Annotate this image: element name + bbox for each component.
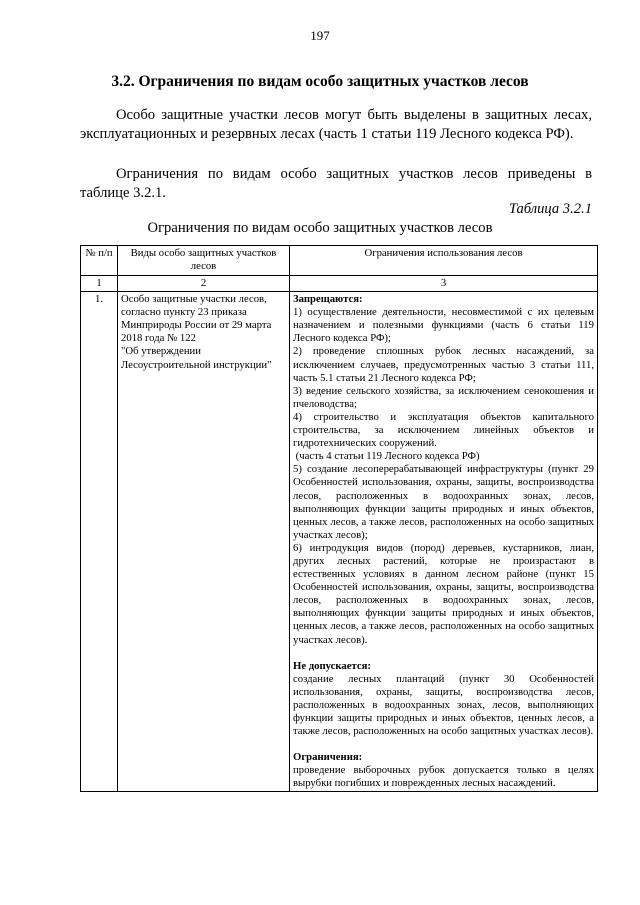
prohibited-item: 2) проведение сплошных рубок лесных насаждений, за исключением случаев, предусмотренных частью 3 статьи 111, часть 5.1 статьи 21 Лесного кодекса РФ; xyxy=(293,345,594,384)
row-type-order-title: "Об утверждении Лесоустроительной инструкции" xyxy=(121,345,272,371)
column-number-2: 2 xyxy=(118,276,290,292)
not-allowed-title: Не допускается: xyxy=(293,659,371,672)
prohibited-item: 1) осуществление деятельности, несовместимой с их целевым назначением и полезными функциями (часть 6 статьи 119 Лесного кодекса РФ); xyxy=(293,306,594,345)
column-number-1: 1 xyxy=(81,276,118,292)
restrictions-title: Ограничения: xyxy=(293,751,363,764)
intro-paragraph: Особо защитные участки лесов могут быть выделены в защитных лесах, эксплуатационных и резервных лесах (часть 1 статьи 119 Лесного кодекса РФ). xyxy=(80,107,592,142)
table-title: Ограничения по видам особо защитных участков лесов xyxy=(147,220,493,236)
table-caption: Таблица 3.2.1 xyxy=(508,201,592,217)
table-column-numbers-row xyxy=(81,276,598,292)
row-restrictions-cell xyxy=(290,292,598,792)
prohibited-title: Запрещаются: xyxy=(293,293,363,306)
row-number: 1. xyxy=(81,292,118,792)
restrictions-text: проведение выборочных рубок допускается только в целях вырубки погибших и поврежденных лесных насаждений. xyxy=(293,764,594,790)
row-type-text: Особо защитные участки лесов, согласно пункту 23 приказа Минприроды России от 29 марта 2018 года № 122 xyxy=(121,293,272,345)
table-header-row xyxy=(81,246,598,276)
page-number: 197 xyxy=(310,28,330,43)
prohibited-item-note: (часть 4 статьи 119 Лесного кодекса РФ) xyxy=(293,450,480,463)
section-title: 3.2. Ограничения по видам особо защитных участков лесов xyxy=(111,73,529,90)
restrictions-table xyxy=(80,245,598,792)
prohibited-item: 3) ведение сельского хозяйства, за исключением сенокошения и пчеловодства; xyxy=(293,384,594,410)
prohibited-item: 5) создание лесоперерабатывающей инфраструктуры (пункт 29 Особенностей использования, охраны, защиты, воспроизводства лесов, расположенных в водоохранных зонах, лесов, выполняющих функции защиты природных и иных объектов, ценных лесов, а также лесов, расположенных на особо защитных участках лесов); xyxy=(293,463,594,541)
row-type-cell xyxy=(118,292,290,792)
header-number: № п/п xyxy=(81,246,118,276)
table-row xyxy=(81,292,598,792)
prohibited-item: 4) строительство и эксплуатация объектов капитального строительства, за исключением линейных объектов и гидротехнических сооружений. xyxy=(293,410,594,450)
header-restrictions: Ограничения использования лесов xyxy=(290,246,598,276)
not-allowed-text: создание лесных плантаций (пункт 30 Особенностей использования, охраны, защиты, воспроизводства лесов, расположенных в водоохранных зонах, лесов, выполняющих функции защиты природных и иных объектов, ценных лесов, а также лесов, расположенных на особо защитных участках лесов). xyxy=(293,672,594,738)
prohibited-item: 6) интродукция видов (пород) деревьев, кустарников, лиан, других лесных растений, которые не произрастают в естественных условиях в данном лесном районе (пункт 15 Особенностей использования, охраны, защиты, воспроизводства лесов, расположенных в водоохранных зонах, лесов, выполняющих функции защиты природных и иных объектов, ценных лесов, а также лесов, расположенных на особо защитных участках лесов). xyxy=(293,541,594,646)
table-reference-paragraph: Ограничения по видам особо защитных участков лесов приведены в таблице 3.2.1. xyxy=(80,166,592,201)
column-number-3: 3 xyxy=(290,276,598,292)
header-type: Виды особо защитных участков лесов xyxy=(118,246,290,276)
